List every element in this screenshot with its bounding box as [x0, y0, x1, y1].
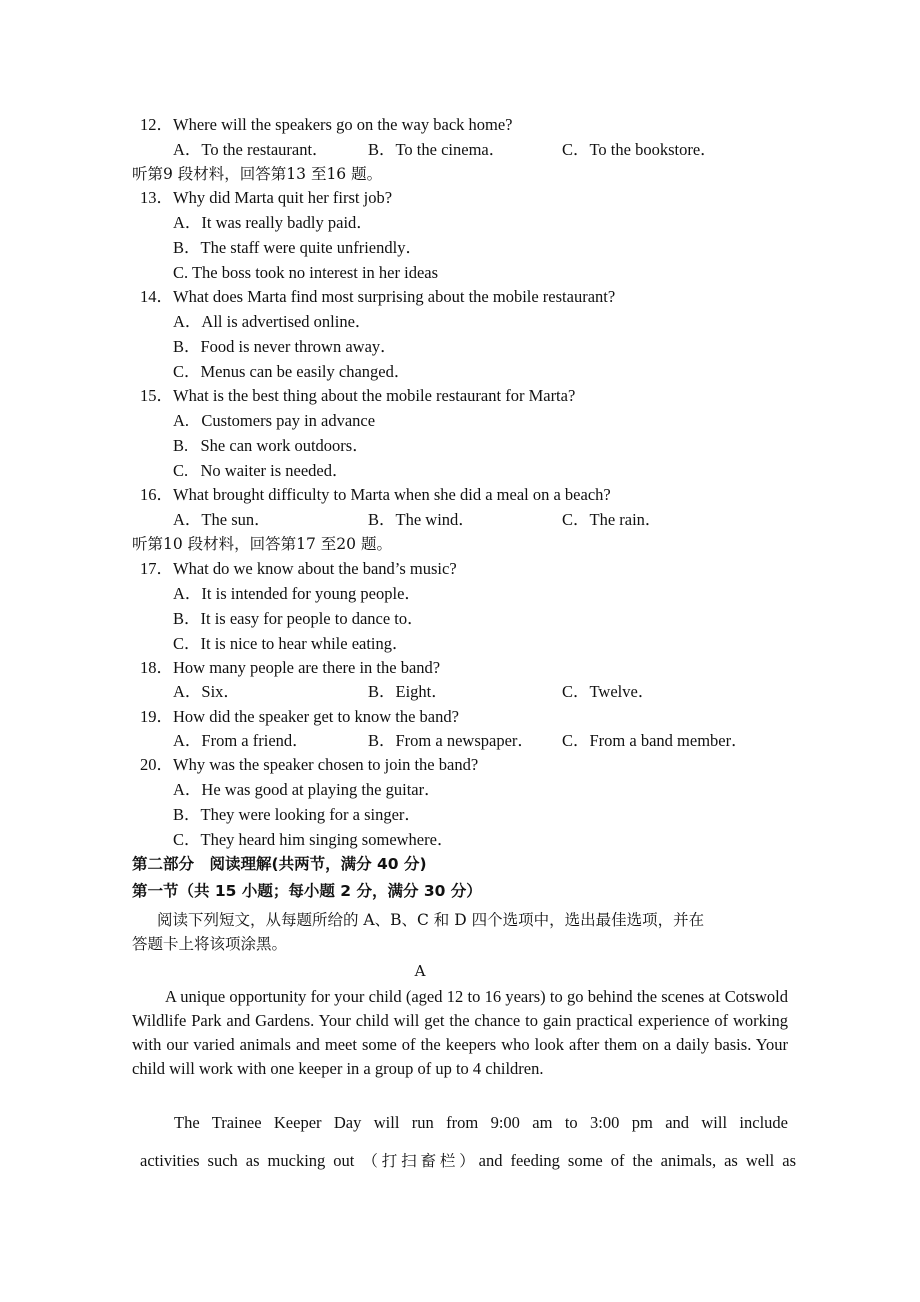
option-12b: B．To the cinema．: [368, 140, 506, 159]
question-text: What do we know about the band’s music?: [173, 559, 457, 578]
option-20b: B．They were looking for a singer．: [173, 805, 421, 824]
option-18c: C．Twelve．: [562, 682, 655, 701]
option-15a: A. Customers pay in advance: [173, 411, 376, 430]
question-text: Why did Marta quit her first job?: [173, 188, 393, 207]
question-17: [140, 558, 457, 580]
question-19: [140, 706, 459, 728]
question-15: [140, 385, 575, 407]
reading-instruction-line-2: 答题卡上将该项涂黑。: [132, 935, 288, 953]
section-9-instruction: 听第9 段材料，回答第13 至16 题。: [132, 165, 383, 183]
option-14b: B．Food is never thrown away．: [173, 337, 397, 356]
question-text: How did the speaker get to know the band?: [173, 707, 459, 726]
option-17a: A．It is intended for young people．: [173, 584, 421, 603]
paragraph-text: activities such as mucking out: [140, 1151, 363, 1170]
passage-paragraph-2-line-1: The Trainee Keeper Day will run from 9:00 am to 3:00 pm and will include: [174, 1113, 788, 1132]
paragraph-text: and feeding some of the animals, as well as: [478, 1151, 796, 1170]
option-14c: C．Menus can be easily changed．: [173, 362, 411, 381]
option-20c: C．They heard him singing somewhere．: [173, 830, 454, 849]
passage-paragraph-2-line-2: [140, 1150, 796, 1172]
option-17c: C．It is nice to hear while eating．: [173, 634, 409, 653]
chinese-gloss: （打扫畜栏）: [362, 1152, 479, 1170]
passage-paragraph-1: A unique opportunity for your child (aged 12 to 16 years) to go behind the scenes at Cotswold Wildlife Park and Gardens. Your child will get the chance to gain practical experience of working with our varied animals and meet some of the keepers who look after them on a daily basis. Your child will work with one keeper in a group of up to 4 children.: [132, 987, 788, 1078]
option-19c: C．From a band member．: [562, 731, 748, 750]
question-number: 14．: [140, 287, 173, 306]
option-14a: A．All is advertised online．: [173, 312, 372, 331]
option-18b: B．Eight．: [368, 682, 448, 701]
option-20a: A．He was good at playing the guitar．: [173, 780, 441, 799]
section-1-title: 第一节（共 15 小题；每小题 2 分，满分 30 分）: [132, 882, 482, 900]
option-19b: B．From a newspaper．: [368, 731, 534, 750]
question-text: What does Marta find most surprising about the mobile restaurant?: [173, 287, 616, 306]
option-15c: C. No waiter is needed．: [173, 461, 349, 480]
question-14: [140, 286, 615, 308]
option-18a: A．Six．: [173, 682, 240, 701]
question-number: 16．: [140, 485, 173, 504]
part-2-title: 第二部分 阅读理解(共两节，满分 40 分): [132, 855, 427, 873]
option-12a: A．To the restaurant．: [173, 140, 329, 159]
question-text: How many people are there in the band?: [173, 658, 441, 677]
option-16b: B．The wind．: [368, 510, 475, 529]
option-16c: C．The rain．: [562, 510, 662, 529]
question-number: 15．: [140, 386, 173, 405]
question-16: [140, 484, 611, 506]
passage-label: A: [414, 962, 426, 980]
question-number: 13．: [140, 188, 173, 207]
question-text: What brought difficulty to Marta when she did a meal on a beach?: [173, 485, 611, 504]
option-13c: C. The boss took no interest in her ideas: [173, 263, 439, 282]
option-13b: B．The staff were quite unfriendly．: [173, 238, 422, 257]
question-13: [140, 187, 392, 209]
question-number: 19．: [140, 707, 173, 726]
option-13a: A．It was really badly paid．: [173, 213, 373, 232]
question-20: [140, 754, 478, 776]
question-number: 17．: [140, 559, 173, 578]
option-15b: B. She can work outdoors．: [173, 436, 369, 455]
question-number: 20．: [140, 755, 173, 774]
question-number: 12．: [140, 115, 173, 134]
question-number: 18．: [140, 658, 173, 677]
question-text: Why was the speaker chosen to join the band?: [173, 755, 479, 774]
option-16a: A．The sun．: [173, 510, 271, 529]
section-10-instruction: 听第10 段材料，回答第17 至20 题。: [132, 535, 392, 553]
option-19a: A．From a friend．: [173, 731, 309, 750]
option-12c: C．To the bookstore．: [562, 140, 717, 159]
question-18: [140, 657, 440, 679]
question-12: [140, 114, 513, 136]
question-text: Where will the speakers go on the way back home?: [173, 115, 513, 134]
question-text: What is the best thing about the mobile restaurant for Marta?: [173, 386, 576, 405]
option-17b: B．It is easy for people to dance to．: [173, 609, 424, 628]
reading-instruction-line-1: 阅读下列短文，从每题所给的 A、B、C 和 D 四个选项中，选出最佳选项，并在: [157, 911, 705, 929]
